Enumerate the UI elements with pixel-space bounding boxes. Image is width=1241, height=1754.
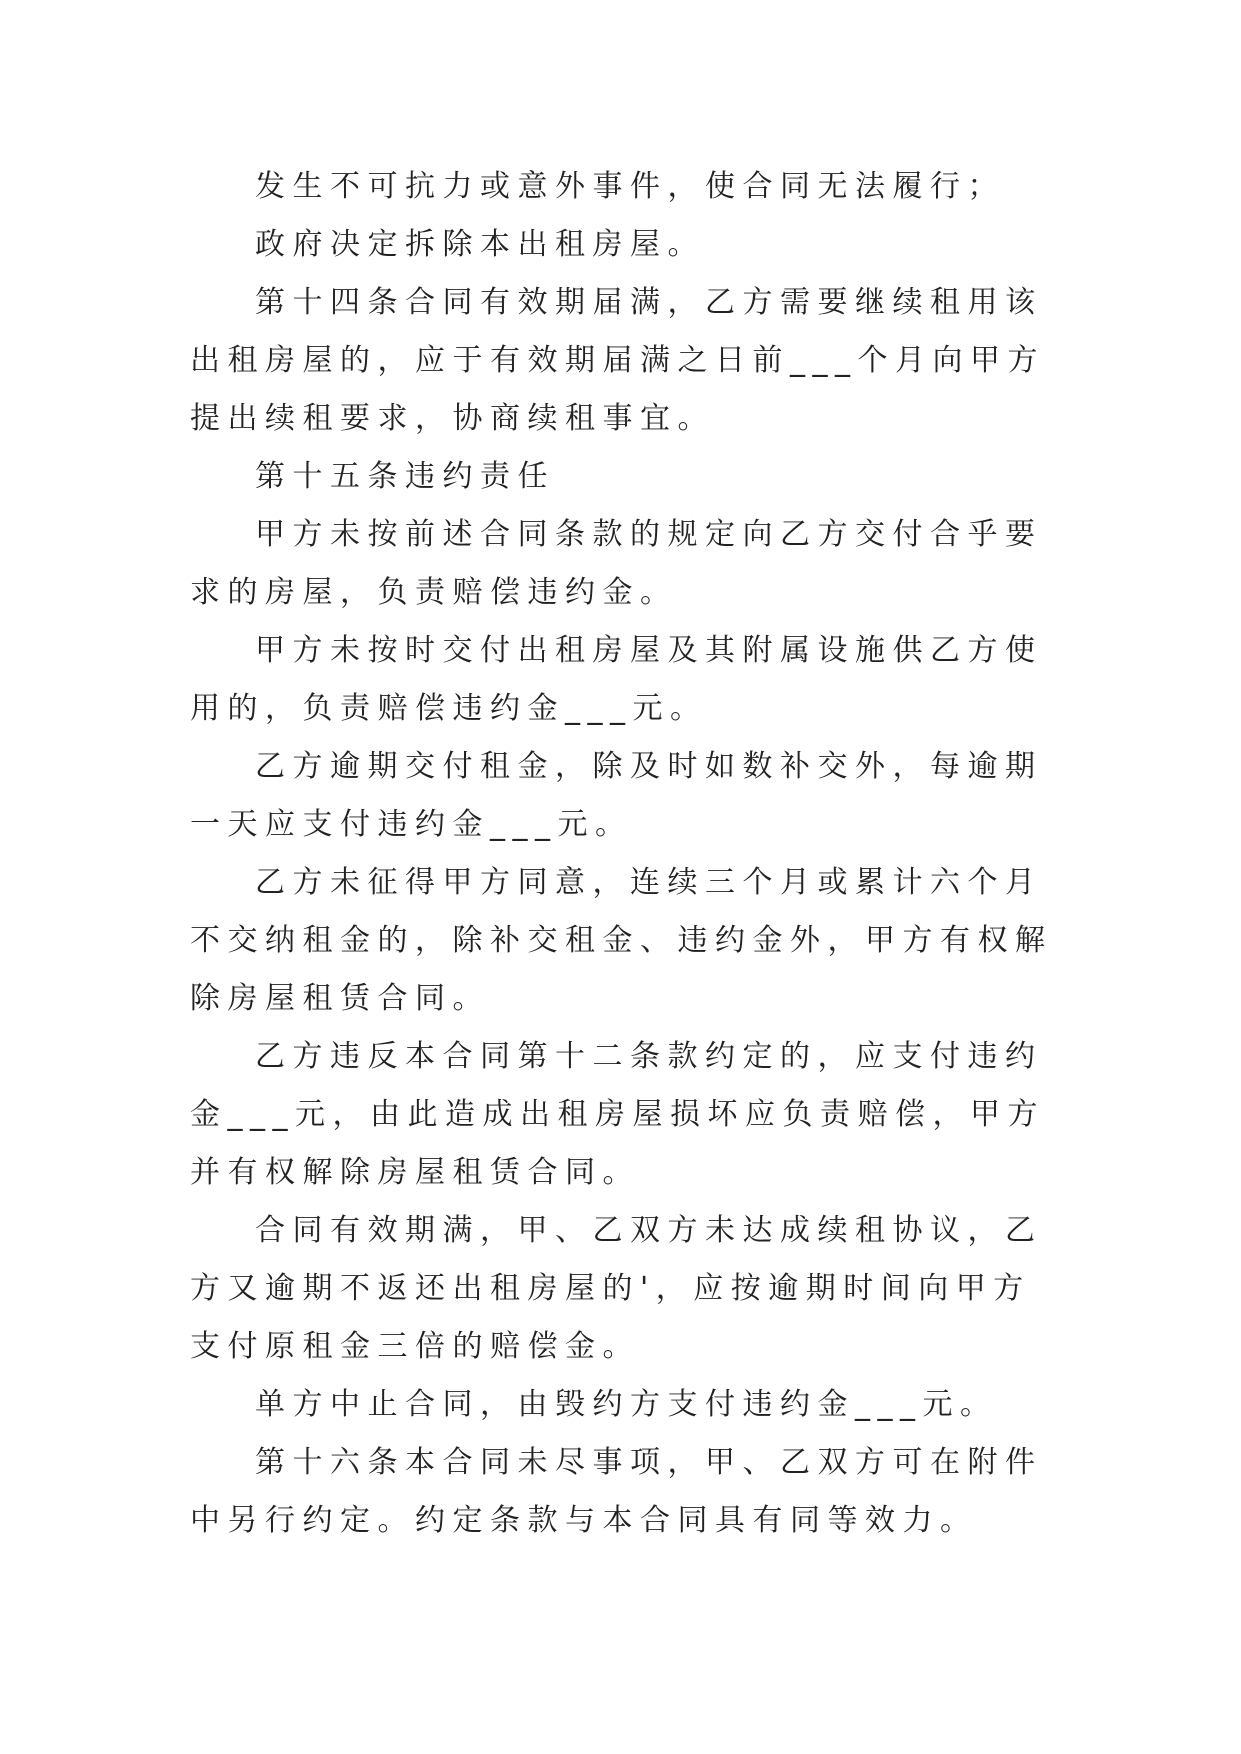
paragraph: 乙方违反本合同第十二条款约定的，应支付违约金___元，由此造成出租房屋损坏应负责赔偿，甲方并有权解除房屋租赁合同。 [190, 1039, 1045, 1190]
paragraph: 乙方未征得甲方同意，连续三个月或累计六个月不交纳租金的，除补交租金、违约金外，甲方有权解除房屋租赁合同。 [190, 865, 1053, 1016]
paragraph: 甲方未按前述合同条款的规定向乙方交付合乎要求的房屋，负责赔偿违约金。 [190, 517, 1043, 610]
paragraph: 甲方未按时交付出租房屋及其附属设施供乙方使用的，负责赔偿违约金___元。 [190, 633, 1043, 726]
paragraph: 第十四条合同有效期届满，乙方需要继续租用该出租房屋的，应于有效期届满之日前___个月向甲方提出续租要求，协商续租事宜。 [190, 285, 1045, 436]
document-body [190, 158, 1060, 1550]
paragraph: 单方中止合同，由毁约方支付违约金___元。 [255, 1387, 998, 1422]
section-heading: 第十五条违约责任 [255, 459, 555, 494]
paragraph: 政府决定拆除本出租房屋。 [255, 227, 705, 262]
paragraph: 第十六条本合同未尽事项，甲、乙双方可在附件中另行约定。约定条款与本合同具有同等效力。 [190, 1445, 1043, 1538]
paragraph: 合同有效期满，甲、乙双方未达成续租协议，乙方又逾期不返还出租房屋的'，应按逾期时间向甲方支付原租金三倍的赔偿金。 [190, 1213, 1043, 1364]
paragraph: 乙方逾期交付租金，除及时如数补交外，每逾期一天应支付违约金___元。 [190, 749, 1043, 842]
paragraph: 发生不可抗力或意外事件，使合同无法履行； [255, 169, 1005, 204]
